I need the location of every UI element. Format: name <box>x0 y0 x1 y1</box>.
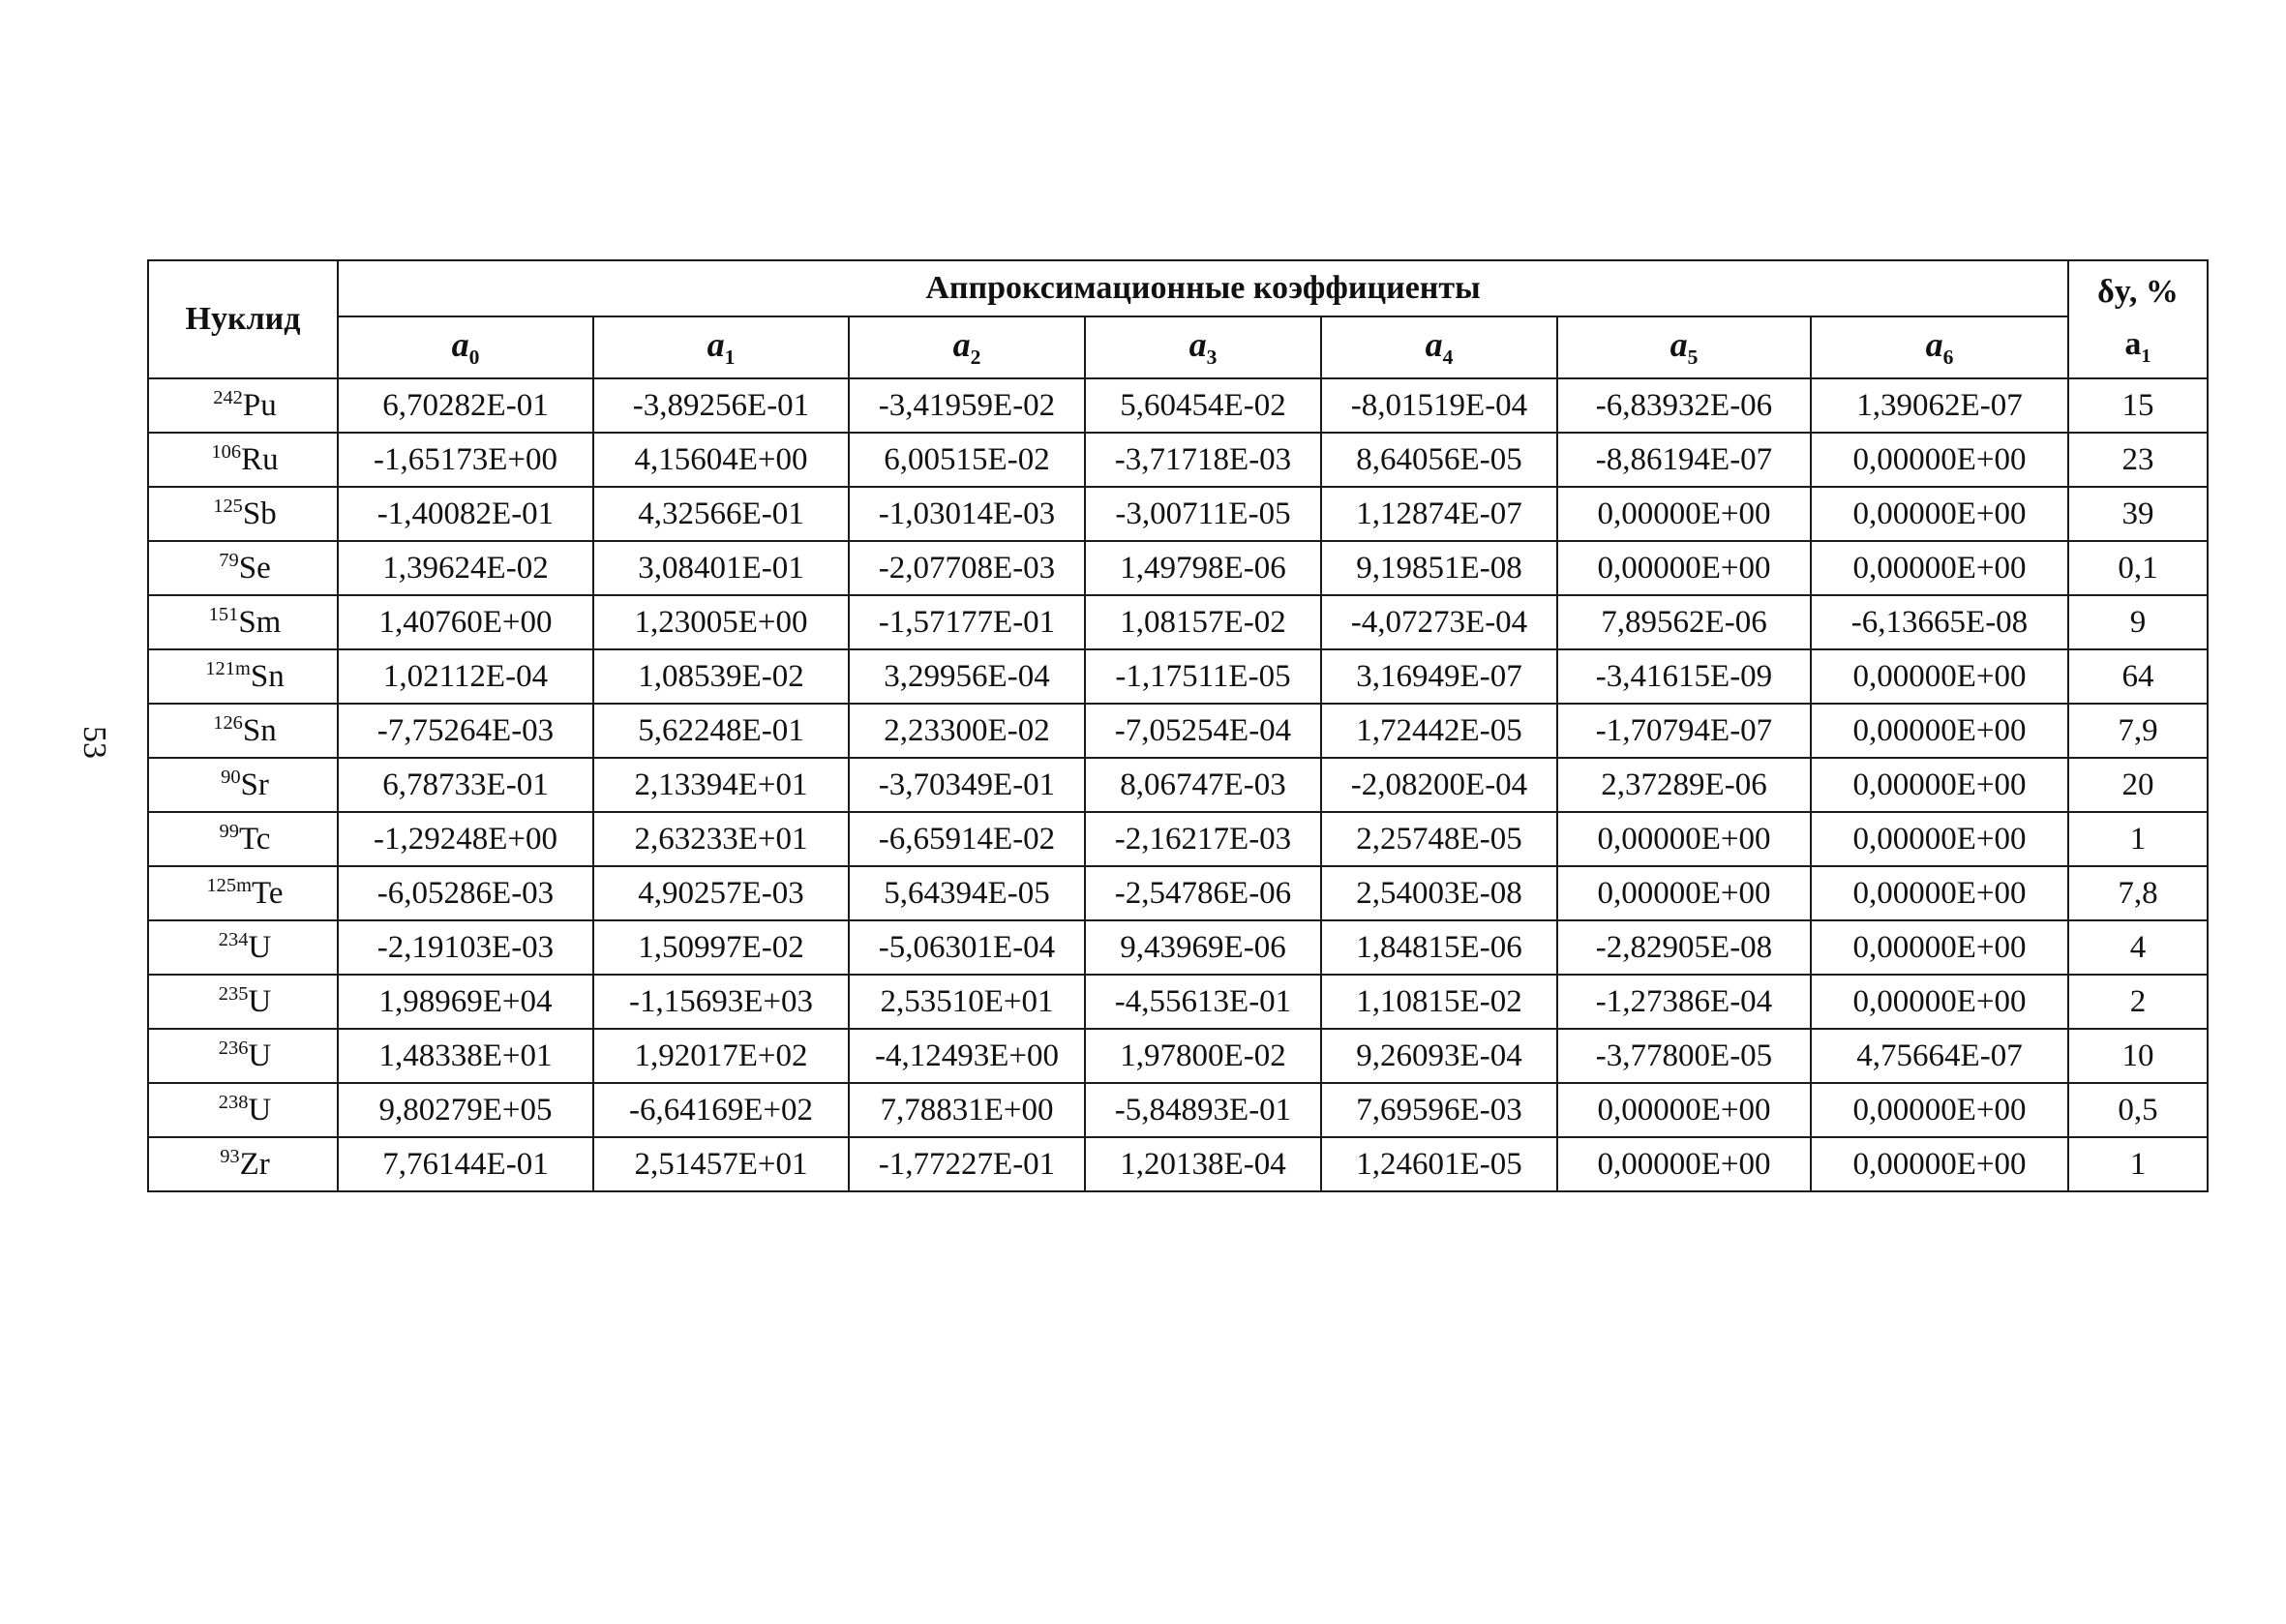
coef-value-a0: -2,19103E-03 <box>338 920 593 975</box>
nuclide-cell <box>148 487 338 541</box>
delta-value: 1 <box>2068 812 2208 866</box>
coef-header-base: a <box>707 325 725 365</box>
nuclide-cell <box>148 1029 338 1083</box>
coef-value-a4: 7,69596E-03 <box>1321 1083 1557 1137</box>
coef-value-a0: 6,70282E-01 <box>338 378 593 433</box>
coef-value-a1: 2,63233E+01 <box>593 812 849 866</box>
coef-value-a3: -1,17511E-05 <box>1085 649 1321 704</box>
coef-header-index: 5 <box>1687 346 1699 370</box>
nuclide-symbol: Sr <box>240 767 269 802</box>
coef-value-a3: -2,16217E-03 <box>1085 812 1321 866</box>
coef-header-base: a <box>1425 325 1443 365</box>
coef-value-a1: -6,64169E+02 <box>593 1083 849 1137</box>
table-row <box>148 1029 2208 1083</box>
table-row <box>148 975 2208 1029</box>
coef-value-a2: -3,70349E-01 <box>849 758 1085 812</box>
coef-value-a5: 7,89562E-06 <box>1557 595 1811 649</box>
nuclide-cell <box>148 920 338 975</box>
coef-value-a2: -4,12493E+00 <box>849 1029 1085 1083</box>
coef-value-a3: 5,60454E-02 <box>1085 378 1321 433</box>
coef-value-a2: 5,64394E-05 <box>849 866 1085 920</box>
coef-value-a5: 0,00000E+00 <box>1557 1137 1811 1191</box>
coef-value-a6: 1,39062E-07 <box>1811 378 2068 433</box>
table-row <box>148 595 2208 649</box>
delta-value: 15 <box>2068 378 2208 433</box>
coef-value-a6: 0,00000E+00 <box>1811 975 2068 1029</box>
coef-value-a2: -1,77227E-01 <box>849 1137 1085 1191</box>
nuclide-mass-number: 90 <box>221 766 241 788</box>
nuclide-symbol: Te <box>252 875 284 911</box>
nuclide-cell <box>148 1137 338 1191</box>
coef-value-a6: 0,00000E+00 <box>1811 1083 2068 1137</box>
coef-value-a4: 2,54003E-08 <box>1321 866 1557 920</box>
coef-value-a6: 0,00000E+00 <box>1811 866 2068 920</box>
coef-value-a6: -6,13665E-08 <box>1811 595 2068 649</box>
coef-header-index: 6 <box>1942 346 1954 370</box>
coef-value-a2: 3,29956E-04 <box>849 649 1085 704</box>
coef-value-a1: 2,51457E+01 <box>593 1137 849 1191</box>
coef-header-index: 2 <box>970 346 981 370</box>
table-row <box>148 649 2208 704</box>
table-row <box>148 920 2208 975</box>
nuclide-mass-number: 242 <box>213 386 243 408</box>
coef-value-a2: -1,57177E-01 <box>849 595 1085 649</box>
coef-value-a5: -8,86194E-07 <box>1557 433 1811 487</box>
table-body <box>148 378 2208 1191</box>
coef-value-a0: -1,29248E+00 <box>338 812 593 866</box>
delta-value: 39 <box>2068 487 2208 541</box>
coef-header-a0 <box>338 316 593 378</box>
nuclide-mass-number: 235 <box>218 982 249 1005</box>
coef-header-index: 3 <box>1206 346 1218 370</box>
table-row <box>148 758 2208 812</box>
coef-value-a5: -3,41615E-09 <box>1557 649 1811 704</box>
coef-value-a1: -1,15693E+03 <box>593 975 849 1029</box>
nuclide-mass-number: 125m <box>206 874 253 896</box>
coef-value-a4: 2,25748E-05 <box>1321 812 1557 866</box>
nuclide-symbol: U <box>248 1092 272 1128</box>
coef-value-a3: 9,43969E-06 <box>1085 920 1321 975</box>
coef-value-a1: 1,50997E-02 <box>593 920 849 975</box>
table-row <box>148 433 2208 487</box>
table-row <box>148 1083 2208 1137</box>
delta-value: 2 <box>2068 975 2208 1029</box>
nuclide-symbol: Se <box>238 550 271 586</box>
nuclide-cell <box>148 758 338 812</box>
coef-value-a3: 1,08157E-02 <box>1085 595 1321 649</box>
coef-value-a3: -4,55613E-01 <box>1085 975 1321 1029</box>
coef-value-a4: 1,72442E-05 <box>1321 704 1557 758</box>
delta-header <box>2068 260 2208 378</box>
nuclide-cell <box>148 378 338 433</box>
coef-header-base: a <box>1669 325 1688 365</box>
delta-value: 20 <box>2068 758 2208 812</box>
nuclide-cell <box>148 433 338 487</box>
coef-value-a6: 0,00000E+00 <box>1811 433 2068 487</box>
nuclide-symbol: U <box>248 983 272 1019</box>
coef-header-base: a <box>1188 325 1207 365</box>
table-row <box>148 378 2208 433</box>
nuclide-symbol: Sn <box>242 712 277 748</box>
coef-header-base: a <box>952 325 971 365</box>
coef-value-a3: 1,20138E-04 <box>1085 1137 1321 1191</box>
delta-header-subindex: 1 <box>2141 346 2151 368</box>
coef-value-a2: 2,23300E-02 <box>849 704 1085 758</box>
nuclide-cell <box>148 649 338 704</box>
coef-value-a3: 1,97800E-02 <box>1085 1029 1321 1083</box>
coef-header-index: 1 <box>724 346 736 370</box>
coef-value-a5: -6,83932E-06 <box>1557 378 1811 433</box>
coef-value-a1: 4,32566E-01 <box>593 487 849 541</box>
nuclide-mass-number: 106 <box>211 440 242 463</box>
coefficients-group-header: Аппроксимационные коэффициенты <box>338 260 2068 316</box>
nuclide-mass-number: 99 <box>219 820 239 842</box>
delta-value: 4 <box>2068 920 2208 975</box>
table-row <box>148 812 2208 866</box>
coef-value-a5: 0,00000E+00 <box>1557 1083 1811 1137</box>
coef-value-a4: 1,24601E-05 <box>1321 1137 1557 1191</box>
delta-value: 1 <box>2068 1137 2208 1191</box>
coef-value-a2: -6,65914E-02 <box>849 812 1085 866</box>
coef-value-a5: 0,00000E+00 <box>1557 487 1811 541</box>
coef-value-a5: 2,37289E-06 <box>1557 758 1811 812</box>
table-row <box>148 487 2208 541</box>
coef-value-a2: 6,00515E-02 <box>849 433 1085 487</box>
coef-value-a0: 1,40760E+00 <box>338 595 593 649</box>
coef-value-a4: -4,07273E-04 <box>1321 595 1557 649</box>
coef-value-a5: -2,82905E-08 <box>1557 920 1811 975</box>
coef-value-a2: 7,78831E+00 <box>849 1083 1085 1137</box>
delta-value: 9 <box>2068 595 2208 649</box>
nuclide-cell <box>148 704 338 758</box>
nuclide-mass-number: 238 <box>218 1091 249 1113</box>
coef-header-index: 0 <box>468 346 480 370</box>
coef-value-a0: 9,80279E+05 <box>338 1083 593 1137</box>
coef-value-a3: 1,49798E-06 <box>1085 541 1321 595</box>
coef-value-a4: 8,64056E-05 <box>1321 433 1557 487</box>
coef-value-a5: -1,27386E-04 <box>1557 975 1811 1029</box>
coef-value-a3: 8,06747E-03 <box>1085 758 1321 812</box>
coef-value-a1: 1,92017E+02 <box>593 1029 849 1083</box>
coef-value-a0: 1,48338E+01 <box>338 1029 593 1083</box>
coef-value-a1: 4,15604E+00 <box>593 433 849 487</box>
nuclide-mass-number: 79 <box>219 549 239 571</box>
table-row <box>148 866 2208 920</box>
nuclide-cell <box>148 1083 338 1137</box>
coef-value-a2: -5,06301E-04 <box>849 920 1085 975</box>
coef-value-a3: -3,71718E-03 <box>1085 433 1321 487</box>
coef-value-a4: -8,01519E-04 <box>1321 378 1557 433</box>
coef-value-a6: 4,75664E-07 <box>1811 1029 2068 1083</box>
table-row <box>148 1137 2208 1191</box>
coef-value-a4: 1,84815E-06 <box>1321 920 1557 975</box>
coef-value-a6: 0,00000E+00 <box>1811 704 2068 758</box>
nuclide-symbol: Zr <box>239 1146 270 1182</box>
nuclide-symbol: Sb <box>242 496 277 531</box>
delta-value: 64 <box>2068 649 2208 704</box>
coef-value-a1: 1,08539E-02 <box>593 649 849 704</box>
coef-value-a0: -1,40082E-01 <box>338 487 593 541</box>
delta-value: 23 <box>2068 433 2208 487</box>
coef-value-a4: 9,19851E-08 <box>1321 541 1557 595</box>
nuclide-symbol: Ru <box>241 441 279 477</box>
coef-value-a0: 7,76144E-01 <box>338 1137 593 1191</box>
coef-value-a0: -6,05286E-03 <box>338 866 593 920</box>
coef-value-a3: -2,54786E-06 <box>1085 866 1321 920</box>
coef-value-a5: -3,77800E-05 <box>1557 1029 1811 1083</box>
coef-value-a2: -1,03014E-03 <box>849 487 1085 541</box>
coef-value-a0: 1,39624E-02 <box>338 541 593 595</box>
nuclide-mass-number: 234 <box>218 928 249 950</box>
coef-value-a0: 1,02112E-04 <box>338 649 593 704</box>
coef-value-a3: -7,05254E-04 <box>1085 704 1321 758</box>
coef-value-a1: 2,13394E+01 <box>593 758 849 812</box>
nuclide-symbol: U <box>248 929 272 965</box>
coef-value-a0: -1,65173E+00 <box>338 433 593 487</box>
coef-header-a4 <box>1321 316 1557 378</box>
coef-header-base: a <box>451 325 469 365</box>
nuclide-header: Нуклид <box>148 260 338 378</box>
nuclide-cell <box>148 812 338 866</box>
coef-value-a5: 0,00000E+00 <box>1557 812 1811 866</box>
nuclide-symbol: Pu <box>242 387 277 423</box>
nuclide-mass-number: 125 <box>213 495 243 517</box>
coef-value-a4: 3,16949E-07 <box>1321 649 1557 704</box>
delta-value: 7,9 <box>2068 704 2208 758</box>
coef-value-a6: 0,00000E+00 <box>1811 487 2068 541</box>
delta-value: 10 <box>2068 1029 2208 1083</box>
coef-value-a0: 1,98969E+04 <box>338 975 593 1029</box>
nuclide-mass-number: 121m <box>205 657 251 679</box>
delta-value: 0,1 <box>2068 541 2208 595</box>
nuclide-mass-number: 93 <box>220 1145 240 1167</box>
coef-value-a0: 6,78733E-01 <box>338 758 593 812</box>
nuclide-symbol: U <box>248 1038 272 1073</box>
delta-header-label: δy, % <box>2097 274 2179 311</box>
coef-value-a6: 0,00000E+00 <box>1811 920 2068 975</box>
table-row <box>148 541 2208 595</box>
table-row <box>148 704 2208 758</box>
coef-value-a3: -5,84893E-01 <box>1085 1083 1321 1137</box>
coef-value-a4: 1,10815E-02 <box>1321 975 1557 1029</box>
delta-value: 0,5 <box>2068 1083 2208 1137</box>
coef-value-a6: 0,00000E+00 <box>1811 541 2068 595</box>
coef-header-index: 4 <box>1442 346 1454 370</box>
coef-value-a6: 0,00000E+00 <box>1811 649 2068 704</box>
coef-value-a4: -2,08200E-04 <box>1321 758 1557 812</box>
coef-value-a1: 4,90257E-03 <box>593 866 849 920</box>
nuclide-cell <box>148 595 338 649</box>
coef-value-a1: 3,08401E-01 <box>593 541 849 595</box>
coef-value-a5: -1,70794E-07 <box>1557 704 1811 758</box>
coef-value-a4: 1,12874E-07 <box>1321 487 1557 541</box>
coefficients-table <box>147 259 2209 1192</box>
nuclide-mass-number: 151 <box>208 603 239 625</box>
coef-value-a6: 0,00000E+00 <box>1811 758 2068 812</box>
coef-value-a6: 0,00000E+00 <box>1811 812 2068 866</box>
delta-value: 7,8 <box>2068 866 2208 920</box>
coef-value-a5: 0,00000E+00 <box>1557 866 1811 920</box>
coef-header-a2 <box>849 316 1085 378</box>
coef-value-a2: 2,53510E+01 <box>849 975 1085 1029</box>
coef-value-a1: 1,23005E+00 <box>593 595 849 649</box>
nuclide-mass-number: 126 <box>213 711 243 734</box>
nuclide-cell <box>148 866 338 920</box>
nuclide-cell <box>148 975 338 1029</box>
nuclide-cell <box>148 541 338 595</box>
nuclide-symbol: Sn <box>250 658 285 694</box>
coef-value-a6: 0,00000E+00 <box>1811 1137 2068 1191</box>
coef-header-a5 <box>1557 316 1811 378</box>
coef-header-a6 <box>1811 316 2068 378</box>
nuclide-symbol: Tc <box>238 821 271 857</box>
coef-value-a2: -3,41959E-02 <box>849 378 1085 433</box>
nuclide-mass-number: 236 <box>218 1037 249 1059</box>
delta-header-sublabel: a <box>2124 326 2142 363</box>
coef-value-a4: 9,26093E-04 <box>1321 1029 1557 1083</box>
coefficient-header-row <box>148 316 2208 378</box>
coef-value-a3: -3,00711E-05 <box>1085 487 1321 541</box>
page-number: 53 <box>76 726 112 759</box>
coef-value-a5: 0,00000E+00 <box>1557 541 1811 595</box>
coef-value-a1: 5,62248E-01 <box>593 704 849 758</box>
coef-value-a2: -2,07708E-03 <box>849 541 1085 595</box>
coef-value-a1: -3,89256E-01 <box>593 378 849 433</box>
coef-header-base: a <box>1925 325 1943 365</box>
coef-header-a1 <box>593 316 849 378</box>
coef-value-a0: -7,75264E-03 <box>338 704 593 758</box>
coef-header-a3 <box>1085 316 1321 378</box>
nuclide-symbol: Sm <box>238 604 282 640</box>
